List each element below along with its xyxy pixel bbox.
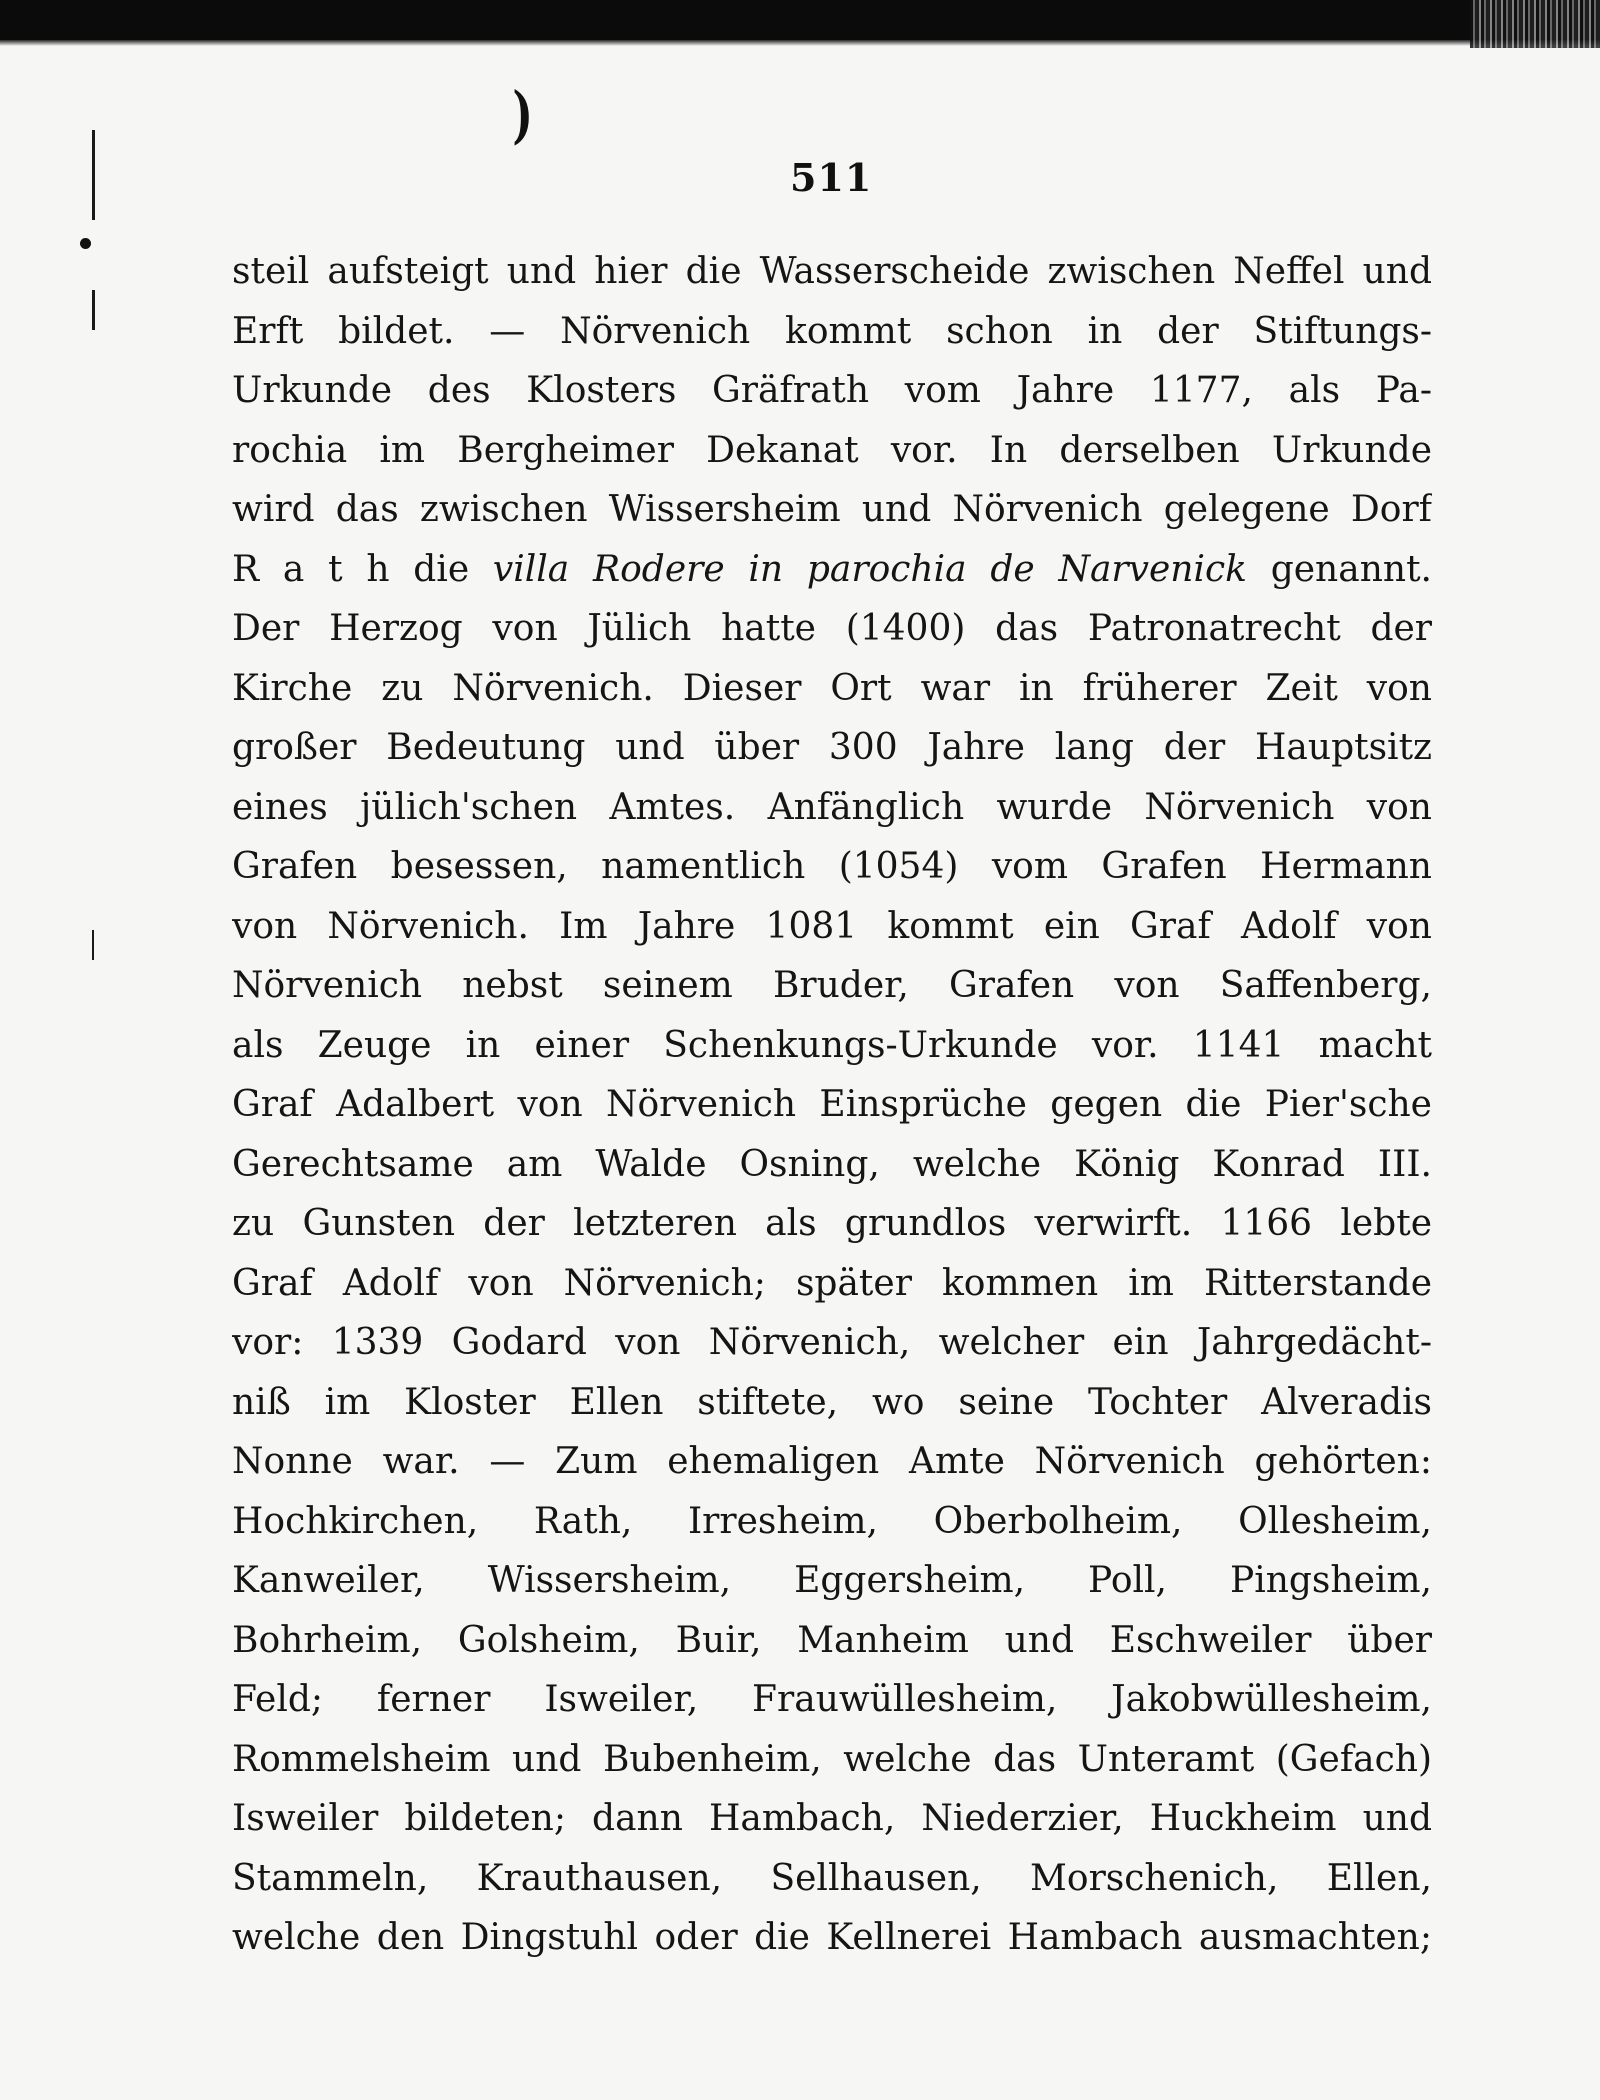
margin-dot xyxy=(80,238,91,249)
text-line: von Nörvenich. Im Jahre 1081 kommt ein Graf Adolf von xyxy=(232,905,1432,947)
text-line: Kanweiler, Wissersheim, Eggersheim, Poll, Pingsheim, xyxy=(232,1560,1432,1601)
text-line: Nörvenich nebst seinem Bruder, Grafen von Saffenberg, xyxy=(232,965,1432,1006)
page-number: 511 xyxy=(790,155,873,200)
line-end: genannt. xyxy=(1270,548,1432,590)
bracket-mark: ) xyxy=(512,78,533,151)
text-line: eines jülich'schen Amtes. Anfänglich wurde Nörvenich von xyxy=(232,786,1432,828)
scan-top-border xyxy=(0,0,1600,40)
text-line: Der Herzog von Jülich hatte (1400) das Patronatrecht der xyxy=(232,608,1432,649)
text-line: Erft bildet. — Nörvenich kommt schon in der Stiftungs- xyxy=(232,310,1432,352)
text-line-with-latin xyxy=(232,540,1432,600)
text-line: Hochkirchen, Rath, Irresheim, Oberbolheim, Ollesheim, xyxy=(232,1500,1432,1542)
text-line: großer Bedeutung und über 300 Jahre lang der Hauptsitz xyxy=(232,727,1432,768)
text-line: welche den Dingstuhl oder die Kellnerei Hambach ausmachten; xyxy=(232,1917,1432,1958)
text-line: als Zeuge in einer Schenkungs-Urkunde vor. 1141 macht xyxy=(232,1024,1432,1066)
text-line: Graf Adalbert von Nörvenich Einsprüche gegen die Pier'sche xyxy=(232,1084,1432,1125)
text-line: rochia im Bergheimer Dekanat vor. In derselben Urkunde xyxy=(232,429,1432,471)
scan-corner-noise xyxy=(1470,0,1600,48)
text-line: Grafen besessen, namentlich (1054) vom Grafen Hermann xyxy=(232,846,1432,887)
text-line: niß im Kloster Ellen stiftete, wo seine Tochter Alveradis xyxy=(232,1381,1432,1423)
text-line: Gerechtsame am Walde Osning, welche König Konrad III. xyxy=(232,1143,1432,1185)
margin-mark xyxy=(92,930,94,960)
text-line: vor: 1339 Godard von Nörvenich, welcher ein Jahrgedächt- xyxy=(232,1322,1432,1363)
text-line: wird das zwischen Wissersheim und Nörvenich gelegene Dorf xyxy=(232,489,1432,530)
text-line: zu Gunsten der letzteren als grundlos verwirft. 1166 lebte xyxy=(232,1203,1432,1244)
text-line: Nonne war. — Zum ehemaligen Amte Nörvenich gehörten: xyxy=(232,1441,1432,1482)
text-line: Rommelsheim und Bubenheim, welche das Unteramt (Gefach) xyxy=(232,1738,1432,1780)
text-line: Stammeln, Krauthausen, Sellhausen, Morschenich, Ellen, xyxy=(232,1857,1432,1899)
text-line: Urkunde des Klosters Gräfrath vom Jahre 1177, als Pa- xyxy=(232,370,1432,411)
text-line: Feld; ferner Isweiler, Frauwüllesheim, Jakobwüllesheim, xyxy=(232,1679,1432,1720)
text-line: Bohrheim, Golsheim, Buir, Manheim und Eschweiler über xyxy=(232,1619,1432,1661)
text-line: Graf Adolf von Nörvenich; später kommen im Ritterstande xyxy=(232,1262,1432,1304)
latin-quote: villa Rodere in parochia de Narvenick xyxy=(492,548,1247,590)
scan-top-shadow xyxy=(0,40,1600,46)
text-line: Kirche zu Nörvenich. Dieser Ort war in früherer Zeit von xyxy=(232,667,1432,709)
text-line: Isweiler bildeten; dann Hambach, Niederzier, Huckheim und xyxy=(232,1798,1432,1839)
body-text xyxy=(232,242,1432,1968)
text-line: steil aufsteigt und hier die Wasserscheide zwischen Neffel und xyxy=(232,251,1432,292)
margin-mark xyxy=(92,290,95,330)
line-start: R a t h die xyxy=(232,548,470,590)
margin-mark xyxy=(92,130,95,220)
